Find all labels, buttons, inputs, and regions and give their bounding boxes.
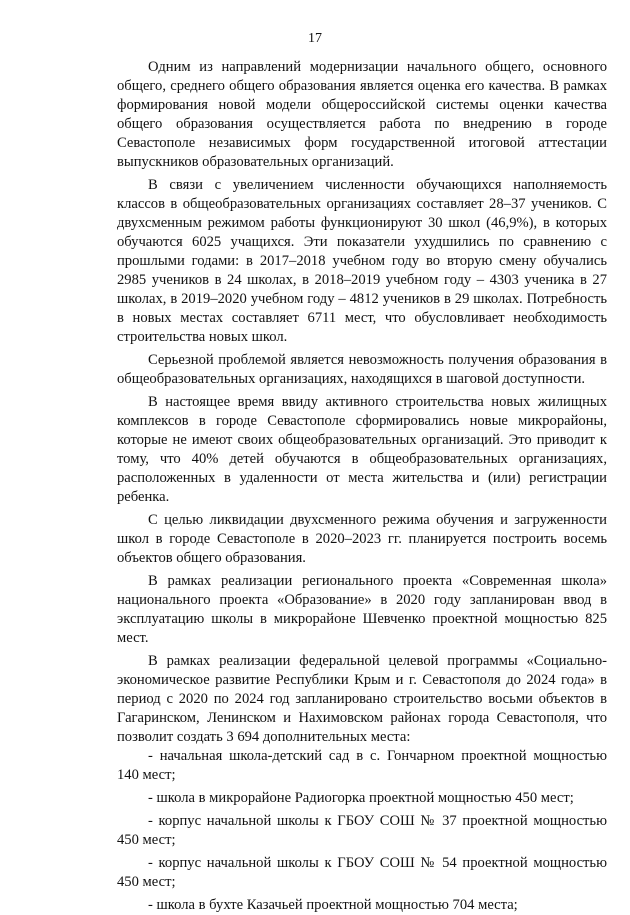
paragraph: В рамках реализации федеральной целевой программы «Социально-экономическое развитие Республики Крым и г. Севастополя до 2024 года» в период с 2020 по 2024 год запланировано строительство восьми объектов в Гагаринском, Ленинском и Нахимовском районах города Севастополя, что позволит создать 3 694 дополнительных места:	[117, 653, 607, 745]
list-item: - школа в микрорайоне Радиогорка проектной мощностью 450 мест;	[148, 790, 574, 806]
paragraph: В настоящее время ввиду активного строительства новых жилищных комплексов в городе Севастополе сформировались новые микрорайоны, которые не имеют своих общеобразовательных организаций. Это приводит к тому, что 40% детей обучаются в общеобразовательных организациях, расположенных в удаленности от места жительства и (или) регистрации ребенка.	[117, 394, 607, 505]
paragraph: Серьезной проблемой является невозможность получения образования в общеобразовательных организациях, находящихся в шаговой доступности.	[117, 352, 607, 387]
list-item: - корпус начальной школы к ГБОУ СОШ № 54 проектной мощностью 450 мест;	[117, 855, 607, 890]
list-item: - школа в бухте Казачьей проектной мощностью 704 места;	[148, 897, 518, 913]
paragraph: В связи с увеличением численности обучающихся наполняемость классов в общеобразовательных организациях составляет 28–37 учеников. С двухсменным режимом работы функционируют 30 школ (46,9%), в которых обучаются 6025 учащихся. Эти показатели ухудшились по сравнению с прошлыми годами: в 2017–2018 учебном году во вторую смену обучались 2985 учеников в 24 школах, в 2018–2019 учебном году – 4303 ученика в 27 школах, в 2019–2020 учебном году – 4812 учеников в 29 школах. Потребность в новых местах составляет 6711 мест, что обусловливает необходимость строительства новых школ.	[117, 177, 607, 345]
page-number: 17	[308, 31, 322, 46]
document-body	[117, 58, 607, 915]
list-item: - корпус начальной школы к ГБОУ СОШ № 37 проектной мощностью 450 мест;	[117, 813, 607, 848]
paragraph: В рамках реализации регионального проекта «Современная школа» национального проекта «Образование» в 2020 году запланирован ввод в эксплуатацию школы в микрорайоне Шевченко проектной мощностью 825 мест.	[117, 573, 607, 646]
list-item: - начальная школа-детский сад в с. Гончарном проектной мощностью 140 мест;	[117, 748, 607, 783]
paragraph: Одним из направлений модернизации начального общего, основного общего, среднего общего образования является оценка его качества. В рамках формирования новой модели общероссийской системы оценки качества общего образования осуществляется работа по внедрению в городе Севастополе независимых форм государственной итоговой аттестации выпускников образовательных организаций.	[117, 59, 607, 170]
paragraph: С целью ликвидации двухсменного режима обучения и загруженности школ в городе Севастополе в 2020–2023 гг. планируется построить восемь объектов общего образования.	[117, 512, 607, 566]
